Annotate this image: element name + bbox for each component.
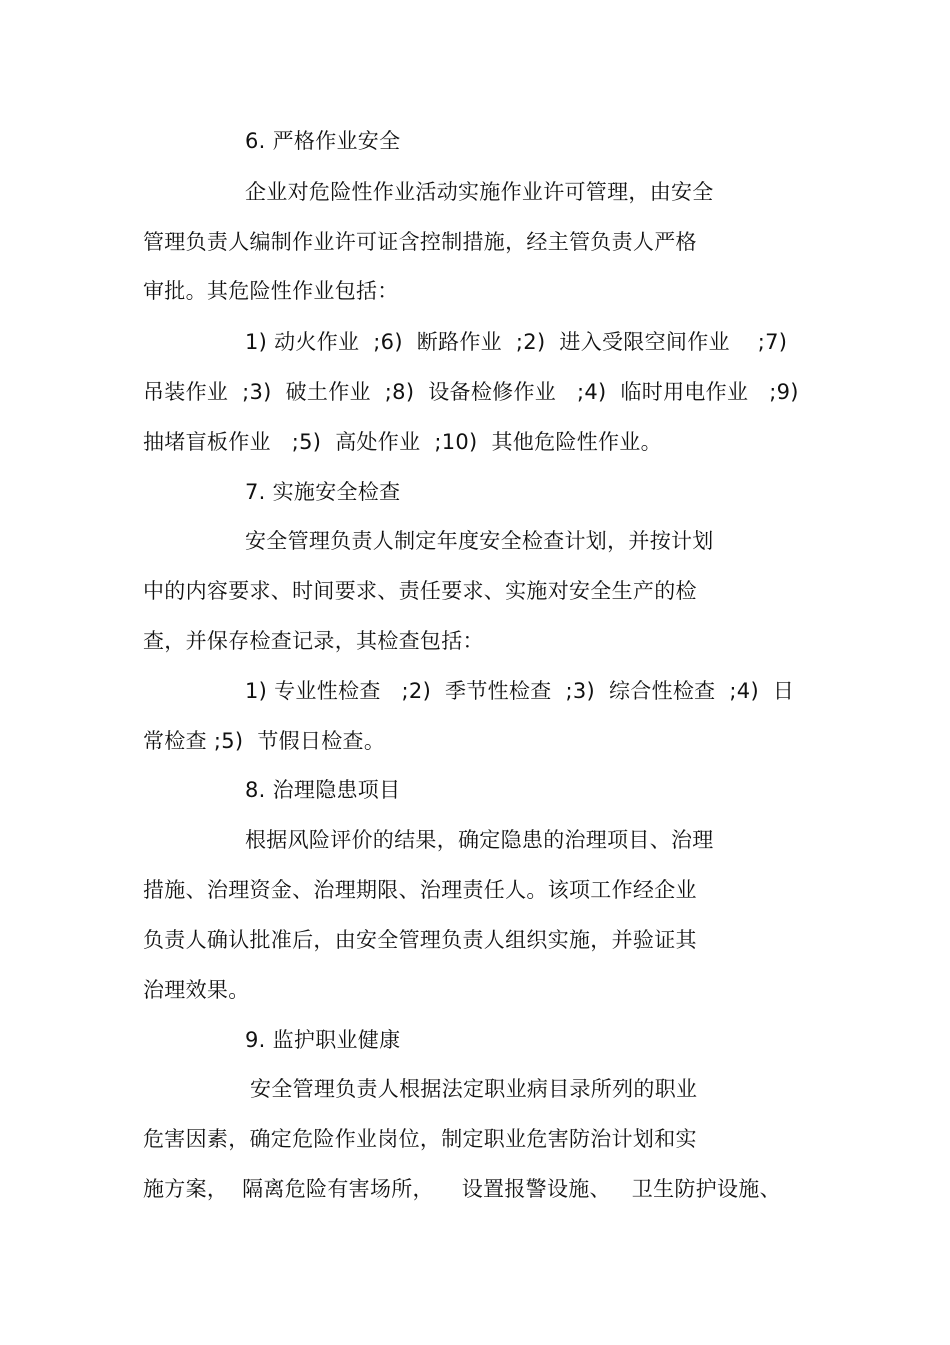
section-heading-9: 9. 监护职业健康 bbox=[245, 1028, 401, 1052]
paragraph-line: 安全管理负责人制定年度安全检查计划，并按计划 bbox=[245, 529, 714, 553]
section-heading-7: 7. 实施安全检查 bbox=[245, 480, 401, 504]
list-line: 常检查 ;5) 节假日检查。 bbox=[143, 729, 386, 753]
section-heading-6: 6. 严格作业安全 bbox=[245, 129, 401, 153]
paragraph-line: 负责人确认批准后，由安全管理负责人组织实施，并验证其 bbox=[143, 928, 697, 952]
paragraph-line: 审批。其危险性作业包括： bbox=[143, 279, 399, 303]
paragraph-line: 施方案， 隔离危险有害场所， 设置报警设施、 卫生防护设施、 bbox=[143, 1177, 781, 1201]
paragraph-line: 措施、治理资金、治理期限、治理责任人。该项工作经企业 bbox=[143, 878, 697, 902]
list-line: 1) 专业性检查 ;2) 季节性检查 ;3) 综合性检查 ;4) 日 bbox=[245, 679, 795, 703]
paragraph-line: 根据风险评价的结果，确定隐患的治理项目、治理 bbox=[245, 828, 714, 852]
list-line: 抽堵盲板作业 ;5) 高处作业 ;10) 其他危险性作业。 bbox=[143, 430, 662, 454]
section-heading-8: 8. 治理隐患项目 bbox=[245, 778, 401, 802]
paragraph-line: 治理效果。 bbox=[143, 978, 250, 1002]
paragraph-line: 危害因素，确定危险作业岗位，制定职业危害防治计划和实 bbox=[143, 1127, 697, 1151]
paragraph-line: 安全管理负责人根据法定职业病目录所列的职业 bbox=[250, 1077, 698, 1101]
list-line: 吊装作业 ;3) 破土作业 ;8) 设备检修作业 ;4) 临时用电作业 ;9) bbox=[143, 380, 799, 404]
paragraph-line: 中的内容要求、时间要求、责任要求、实施对安全生产的检 bbox=[143, 579, 697, 603]
paragraph-line: 查，并保存检查记录，其检查包括： bbox=[143, 629, 484, 653]
paragraph-line: 企业对危险性作业活动实施作业许可管理，由安全 bbox=[245, 180, 714, 204]
list-line: 1) 动火作业 ;6) 断路作业 ;2) 进入受限空间作业 ;7) bbox=[245, 330, 788, 354]
paragraph-line: 管理负责人编制作业许可证含控制措施，经主管负责人严格 bbox=[143, 230, 697, 254]
